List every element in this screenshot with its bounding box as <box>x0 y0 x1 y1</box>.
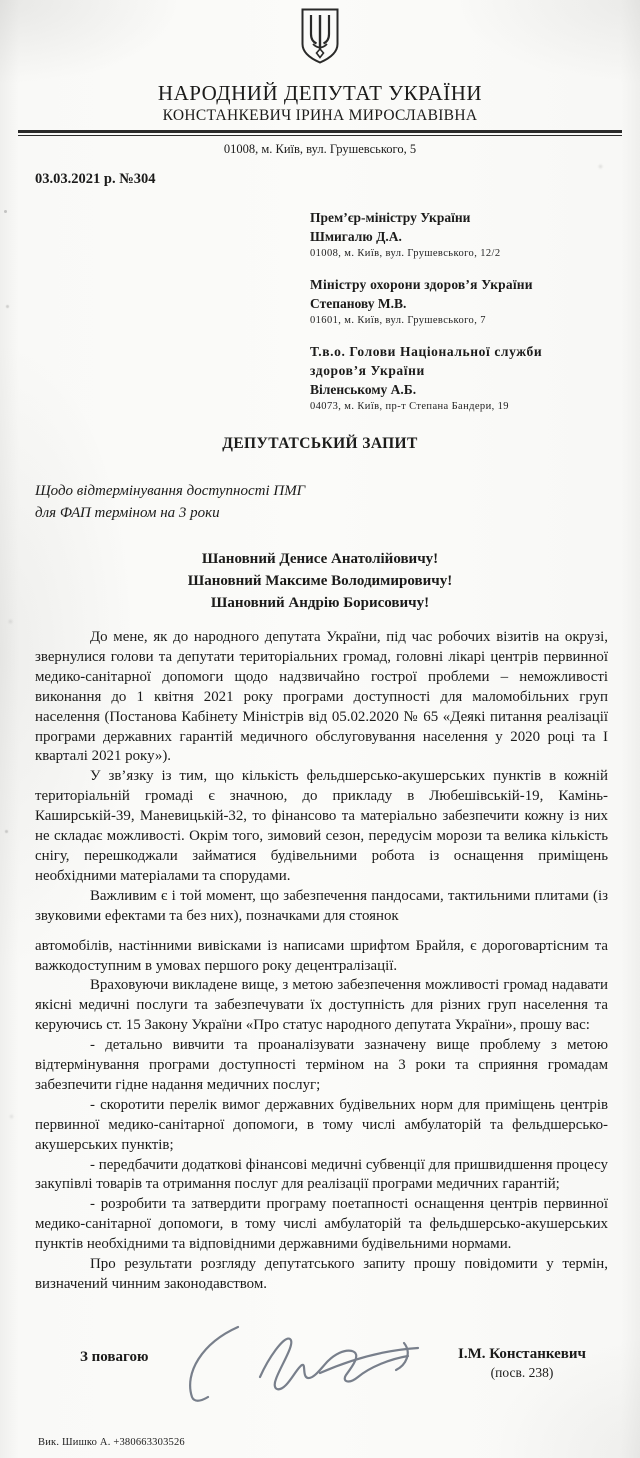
body-paragraph: автомобілів, настінними вивісками із написами шрифтом Брайля, є дороговартісним та важкодоступним в умовах першого року децентралізації. <box>35 937 608 974</box>
ukraine-trident-emblem-icon <box>300 8 340 64</box>
recipient-name: Шмигалю Д.А. <box>310 229 402 244</box>
signer-name: І.М. Констанкевич <box>458 1345 586 1362</box>
subject-block <box>35 480 640 524</box>
salutation-line: Шановний Максиме Володимировичу! <box>187 573 453 589</box>
letterhead <box>0 0 640 157</box>
body-paragraph: Враховуючи викладене вище, з метою забезпечення можливості громад надавати якісні медичні послуги та забезпечувати їх доступність для різних груп населення та керуючись ст. 15 Закону України «Про статус народного депутата України», прошу вас: <box>35 977 608 1034</box>
document-title: ДЕПУТАТСЬКИЙ ЗАПИТ <box>222 435 418 452</box>
closing-paragraph: Про результати розгляду депутатського запиту прошу повідомити у термін, визначений чинним законодавством. <box>35 1256 608 1292</box>
salutations-block <box>0 548 640 614</box>
recipient-nhsu-head <box>310 342 620 414</box>
request-item: - скоротити перелік вимог державних будівельних норм для приміщень центрів первинної медико-санітарної допомоги, в тому числі амбулаторій та фельдшерсько-акушерських пунктів; <box>35 1096 608 1153</box>
body-paragraph: До мене, як до народного депутата України, під час робочих візитів на окрузі, звернулися голови та депутати територіальних громад, головні лікарі центрів первинної медико-санітарної допомоги щодо надзвичайно гострої проблеми – неможливості виконання до 1 квітня 2021 року програми доступності для маломобільних груп населення (Постанова Кабінету Міністрів від 05.02.2020 № 65 «Деякі питання реалізації програми державних гарантій медичного обслуговування населення у 2020 році та І кварталі 2021 року»). <box>35 629 608 765</box>
signer-block <box>432 1345 612 1382</box>
recipient-address: 04073, м. Київ, пр-т Степана Бандери, 19 <box>310 401 509 412</box>
subject-line: для ФАП терміном на 3 роки <box>35 505 220 521</box>
recipient-health-minister <box>310 275 620 328</box>
executor-contact: Вик. Шишко А. +380663303526 <box>38 1437 185 1448</box>
recipient-title: Т.в.о. Голови Національної служби здоров’я України <box>310 344 543 378</box>
request-item: - розробити та затвердити програму поетапності оснащення центрів первинної медико-санітарної допомоги, в тому числі амбулаторій та фельдшерсько-акушерських пунктів необхідними та відповідними державними будівельними нормами. <box>35 1196 608 1253</box>
subject-line: Щодо відтермінування доступності ПМГ <box>35 483 306 499</box>
salutation-line: Шановний Андрію Борисовичу! <box>210 595 430 611</box>
letterhead-divider <box>18 130 622 136</box>
salutation-line: Шановний Денисе Анатолійовичу! <box>201 551 439 567</box>
recipient-address: 01601, м. Київ, вул. Грушевського, 7 <box>310 315 486 326</box>
request-item: - детально вивчити та проаналізувати зазначену вище проблему з метою відтермінування програми доступності терміном на 3 роки та сприяння громадам забезпечити гідне надання медичних послуг; <box>35 1037 608 1093</box>
valediction: З повагою <box>80 1348 149 1365</box>
handwritten-signature <box>168 1315 438 1407</box>
recipient-title: Прем’єр-міністру України <box>310 210 471 225</box>
letterhead-office-address: 01008, м. Київ, вул. Грушевського, 5 <box>223 142 417 156</box>
recipient-address: 01008, м. Київ, вул. Грушевського, 12/2 <box>310 248 501 259</box>
scan-noise-specks <box>4 210 7 213</box>
request-item: - передбачити додаткові фінансові медичні субвенції для пришвидшення процесу закупівлі товарів та отримання послуг для реалізації програми медичних гарантій; <box>35 1156 608 1193</box>
signer-credential: (посв. 238) <box>490 1364 554 1380</box>
recipient-title: Міністру охорони здоров’я України <box>310 277 533 292</box>
recipients-block <box>310 208 620 414</box>
recipient-name: Віленському А.Б. <box>310 382 417 397</box>
letterhead-deputy-name: КОНСТАНКЕВИЧ ІРИНА МИРОСЛАВІВНА <box>162 107 478 124</box>
body-paragraph: Важливим є і той момент, що забезпечення пандосами, тактильними плитами (із звуковими ефектами та без них), позначками для стоянок <box>35 887 608 924</box>
letter-body <box>35 628 608 1295</box>
recipient-prime-minister <box>310 208 620 261</box>
date-and-number: 03.03.2021 р. №304 <box>35 171 156 187</box>
signature-row <box>0 1321 640 1405</box>
letterhead-org-title: НАРОДНИЙ ДЕПУТАТ УКРАЇНИ <box>157 81 483 105</box>
recipient-name: Степанову М.В. <box>310 296 407 311</box>
body-paragraph: У зв’язку із тим, що кількість фельдшерсько-акушерських пунктів в кожній територіальній громаді є значною, до прикладу в Любешівській-19, Камінь-Каширській-39, Маневицькій-32, то фінансово та матеріально забезпечити кожну із них не складає можливості. Окрім того, зимовий сезон, передусім морози та велика кількість снігу, перешкоджали займатися будівельними робота із оснащення приміщень необхідними матеріалами та спорудами. <box>35 768 608 884</box>
